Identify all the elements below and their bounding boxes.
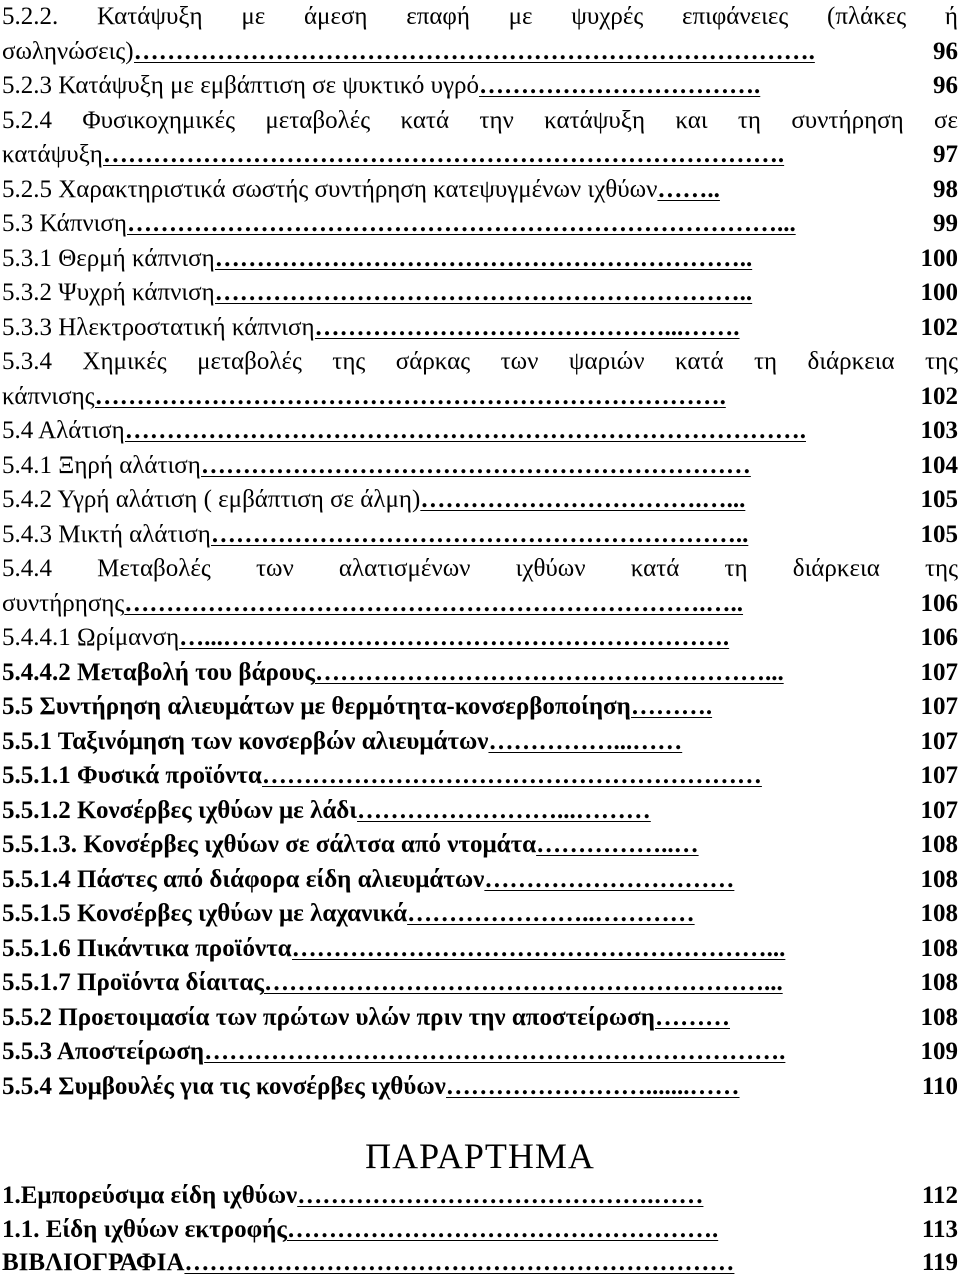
toc-entry-page-number: 99 xyxy=(933,210,958,237)
toc-entry-page-number: 107 xyxy=(920,659,958,686)
toc-entry-title: 5.5.2 Προετοιμασία των πρώτων υλών πριν την αποστείρωση xyxy=(2,1004,655,1031)
toc-entry-page-number: 108 xyxy=(920,935,958,962)
toc-entry xyxy=(2,104,958,138)
toc-entry-leader: ……………………………………………………………. xyxy=(204,1038,786,1065)
toc-entry-leader: ………………………………………………………………………. xyxy=(102,141,785,168)
toc-entry-leader: ……………………………………………………... xyxy=(263,969,783,996)
toc-entry-page-number: 107 xyxy=(920,728,958,755)
toc-entry-title: 5.5.3 Αποστείρωση xyxy=(2,1038,205,1065)
toc-entry-page-number: 108 xyxy=(920,900,958,927)
toc-entry-title: 5.2.4 Φυσικοχημικές μεταβολές κατά την κατάψυξη και τη συντήρηση σε xyxy=(2,107,958,134)
toc-entry-leader: ……………………………………………………….. xyxy=(210,521,749,548)
toc-entry-leader: …………………..………… xyxy=(407,900,695,927)
toc-entry-leader: …………………………………………………… xyxy=(261,762,762,789)
toc-entry xyxy=(2,759,958,793)
toc-entry xyxy=(2,276,958,310)
toc-entry-leader: ………………………………………………………… xyxy=(200,452,751,479)
toc-entry-leader: ……………………………………………………………………... xyxy=(126,210,796,237)
toc-entry-page-number: 109 xyxy=(920,1038,958,1065)
toc-entry-title: 5.5.1.5 Κονσέρβες ιχθύων με λαχανικά xyxy=(2,900,408,927)
toc-entry-page-number: 100 xyxy=(920,245,958,272)
toc-entry-leader: ……………………………………………………….. xyxy=(214,279,753,306)
toc-entry-title: ΒΙΒΛΙΟΓΡΑΦΙΑ xyxy=(2,1249,185,1276)
toc-entry-title: 5.5.1.2 Κονσέρβες ιχθύων με λάδι xyxy=(2,797,358,824)
toc-entry-leader: …………………………….…... xyxy=(420,486,746,513)
toc-entry-title: 5.3.4 Χημικές μεταβολές της σάρκας των ψαριών κατά τη διάρκεια της xyxy=(2,348,958,375)
toc-entry-title: 5.2.5 Χαρακτηριστικά σωστής συντήρηση κατεψυγμένων ιχθύων xyxy=(2,176,658,203)
toc-entry xyxy=(2,345,958,379)
toc-entry xyxy=(2,828,958,862)
toc-entry-title: 5.5 Συντήρηση αλιευμάτων με θερμότητα-κονσερβοποίηση xyxy=(2,693,631,720)
toc-entry-leader: ……………………...……… xyxy=(357,797,651,824)
toc-entry-leader: ……………………………………………………….. xyxy=(214,245,753,272)
toc-entry-page-number: 106 xyxy=(920,590,958,617)
toc-entry xyxy=(2,587,958,621)
toc-entry-leader: ……………...…… xyxy=(488,728,683,755)
toc-entry xyxy=(2,897,958,931)
toc-entry xyxy=(2,932,958,966)
toc-entry xyxy=(2,138,958,172)
toc-entry-page-number: 107 xyxy=(920,693,958,720)
toc-entry-title: σωληνώσεις) xyxy=(2,38,134,65)
toc-entry-title: 5.4 Αλάτιση xyxy=(2,417,125,444)
toc-entry xyxy=(2,414,958,448)
toc-entry-leader: ………………………… xyxy=(484,866,735,893)
toc-entry xyxy=(2,690,958,724)
toc-entry-page-number: 102 xyxy=(920,383,958,410)
toc-entry-leader: …………………………………………………………………. xyxy=(94,383,726,410)
toc-entry-leader: …………………………………………………………….….. xyxy=(124,590,744,617)
toc-entry-title: 5.5.1.7 Προϊόντα δίαιτας xyxy=(2,969,264,996)
toc-entry-page-number: 112 xyxy=(921,1182,958,1209)
toc-entry-page-number: 98 xyxy=(933,176,958,203)
toc-entry xyxy=(2,863,958,897)
toc-entry-page-number: 96 xyxy=(933,72,958,99)
toc-entry-leader: ………………………………………………………………………. xyxy=(133,38,815,65)
toc-entry xyxy=(2,1213,958,1247)
toc-entry xyxy=(2,1070,958,1104)
toc-entry-page-number: 108 xyxy=(920,831,958,858)
toc-entry-title: κάπνισης xyxy=(2,383,95,410)
toc-entry xyxy=(2,1246,958,1280)
toc-entry-page-number: 107 xyxy=(920,762,958,789)
toc-entry-title: 1.Εμπορεύσιμα είδη ιχθύων xyxy=(2,1182,298,1209)
toc-entry-page-number: 108 xyxy=(920,1004,958,1031)
toc-entry-title: κατάψυξη xyxy=(2,141,103,168)
toc-entry-title: 5.2.2. Κατάψυξη με άμεση επαφή με ψυχρές επιφάνειες (πλάκες ή xyxy=(2,3,958,30)
toc-entry-leader: ………………………………………………... xyxy=(314,659,784,686)
toc-entry-leader: ……………………………………………. xyxy=(286,1216,719,1243)
appendix-heading: ΠΑΡΑΡΤΗΜΑ xyxy=(365,1136,595,1176)
toc-entry xyxy=(2,1179,958,1213)
toc-entry-page-number: 113 xyxy=(921,1216,958,1243)
toc-entry-page-number: 107 xyxy=(920,797,958,824)
toc-entry-title: 5.3.3 Ηλεκτροστατική κάπνιση xyxy=(2,314,315,341)
toc-entry xyxy=(2,173,958,207)
toc-entry xyxy=(2,518,958,552)
toc-entry xyxy=(2,656,958,690)
toc-entry-page-number: 110 xyxy=(921,1073,958,1100)
toc-entry-title: 5.5.1.6 Πικάντικα προϊόντα xyxy=(2,935,292,962)
toc-entry-title: 5.5.1.1 Φυσικά προϊόντα xyxy=(2,762,262,789)
toc-entry-page-number: 104 xyxy=(920,452,958,479)
toc-entry-leader: ……………..… xyxy=(536,831,699,858)
toc-entry xyxy=(2,1035,958,1069)
toc-entry xyxy=(2,380,958,414)
toc-entry-leader: ……… xyxy=(654,1004,730,1031)
toc-entry xyxy=(2,483,958,517)
toc-entry xyxy=(2,0,958,34)
toc-entry-title: 5.5.1.3. Κονσέρβες ιχθύων σε σάλτσα από ντομάτα xyxy=(2,831,537,858)
toc-entry-leader: …………………….......…… xyxy=(445,1073,740,1100)
toc-entry-page-number: 102 xyxy=(920,314,958,341)
toc-entry-title: 5.4.2 Υγρή αλάτιση ( εμβάπτιση σε άλμη) xyxy=(2,486,421,513)
toc-entry-leader: …….. xyxy=(657,176,720,203)
toc-entry-title: συντήρησης xyxy=(2,590,125,617)
toc-entry xyxy=(2,725,958,759)
toc-entry-leader: …………………………………….…… xyxy=(297,1182,704,1209)
toc-entry-title: 5.3 Κάπνιση xyxy=(2,210,127,237)
toc-entry-title: 5.4.4 Μεταβολές των αλατισμένων ιχθύων κατά τη διάρκεια της xyxy=(2,555,958,582)
toc-entry-title: 1.1. Είδη ιχθύων εκτροφής xyxy=(2,1216,287,1243)
toc-entry-title: 5.4.4.2 Μεταβολή του βάρους xyxy=(2,659,315,686)
toc-entry-leader: …...……………………………………………………. xyxy=(179,624,730,651)
toc-entry xyxy=(2,35,958,69)
toc-entry xyxy=(2,311,958,345)
toc-entry-page-number: 106 xyxy=(920,624,958,651)
toc-entry-leader: ………………………………………………………………………. xyxy=(124,417,806,444)
toc-entry-page-number: 108 xyxy=(920,969,958,996)
toc-entry-page-number: 105 xyxy=(920,521,958,548)
toc-entry-page-number: 97 xyxy=(933,141,958,168)
toc-entry-title: 5.5.4 Συμβουλές για τις κονσέρβες ιχθύων xyxy=(2,1073,446,1100)
toc-entry-title: 5.4.1 Ξηρή αλάτιση xyxy=(2,452,201,479)
toc-entry-page-number: 119 xyxy=(921,1249,958,1276)
toc-entry xyxy=(2,207,958,241)
toc-entry-page-number: 96 xyxy=(933,38,958,65)
toc-entry-title: 5.5.1 Ταξινόμηση των κονσερβών αλιευμάτων xyxy=(2,728,489,755)
toc-entry-page-number: 105 xyxy=(920,486,958,513)
toc-entry xyxy=(2,794,958,828)
toc-entry-title: 5.2.3 Κατάψυξη με εμβάπτιση σε ψυκτικό υγρό xyxy=(2,72,480,99)
toc-entry-leader: ……………………………. xyxy=(479,72,761,99)
toc-entry xyxy=(2,449,958,483)
toc-entry-leader: ………. xyxy=(630,693,713,720)
toc-entry xyxy=(2,242,958,276)
toc-entry-title: 5.3.2 Ψυχρή κάπνιση xyxy=(2,279,215,306)
toc-entry xyxy=(2,966,958,1000)
toc-entry-title: 5.4.3 Μικτή αλάτιση xyxy=(2,521,211,548)
toc-entry-leader: ………………………………………………………… xyxy=(184,1249,735,1276)
toc-entry-title: 5.5.1.4 Πάστες από διάφορα είδη αλιευμάτων xyxy=(2,866,485,893)
toc-entry xyxy=(2,621,958,655)
toc-entry xyxy=(2,1001,958,1035)
toc-entry-title: 5.4.4.1 Ωρίμανση xyxy=(2,624,180,651)
toc-entry-title: 5.3.1 Θερμή κάπνιση xyxy=(2,245,215,272)
toc-entry-page-number: 100 xyxy=(920,279,958,306)
toc-entry-leader: …………………………………………………... xyxy=(291,935,786,962)
toc-entry xyxy=(2,552,958,586)
toc-entry-page-number: 103 xyxy=(920,417,958,444)
toc-entry xyxy=(2,69,958,103)
toc-entry-page-number: 108 xyxy=(920,866,958,893)
toc-entry-leader: ……………………………………...……. xyxy=(314,314,740,341)
